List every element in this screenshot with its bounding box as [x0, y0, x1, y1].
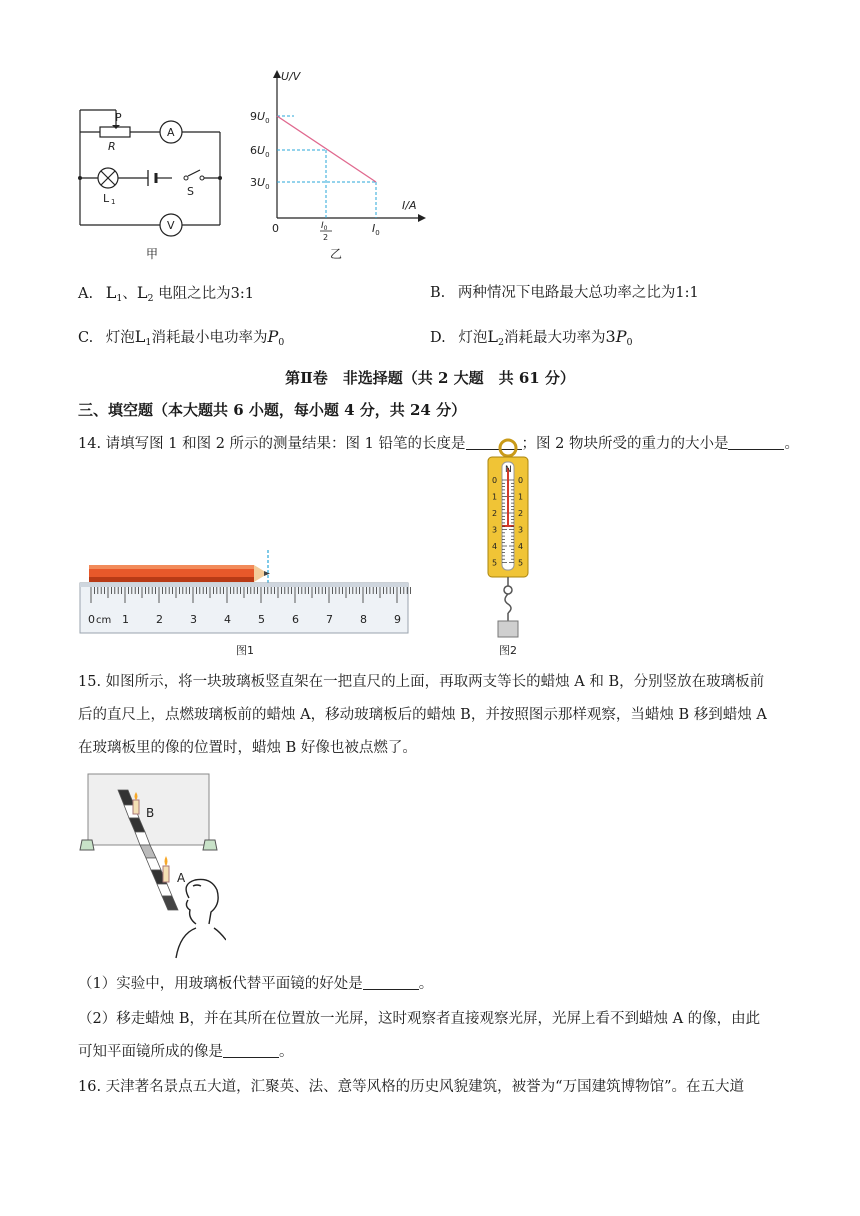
spring-scale-figure — [478, 438, 544, 660]
option-d-letter: D. — [430, 330, 446, 346]
pencil-ruler-figure — [76, 545, 416, 660]
question-15-sub-1 — [78, 974, 433, 994]
q15-sub1-end: 。 — [418, 976, 434, 992]
q15-sub2-end: 。 — [279, 1044, 294, 1060]
y-tick-9u0: $9U_0$ — [250, 110, 270, 125]
option-c-lamp: $L_1$ — [134, 327, 152, 348]
ruler-number: 9 — [394, 613, 401, 626]
option-d-value: $3P_0$ — [605, 327, 633, 348]
scale-number: 2 — [518, 509, 524, 518]
option-b-letter: B. — [430, 285, 446, 301]
scale-number: 1 — [518, 492, 524, 502]
ammeter-label: A — [167, 126, 175, 139]
scale-number: 0 — [492, 476, 498, 485]
q15-sub1-blank[interactable] — [363, 975, 419, 990]
rheostat-slider-label: P — [115, 111, 122, 124]
ruler-number: 5 — [258, 613, 265, 626]
graph-xlabel: I/A — [402, 199, 417, 212]
ruler-number: 7 — [326, 613, 333, 626]
x-tick-half-num: $I_0$ — [321, 221, 328, 232]
ruler-number: 3 — [190, 613, 197, 626]
q14-text-a: 14. 请填写图 1 和图 2 所示的测量结果：图 1 铅笔的长度是 — [78, 436, 466, 452]
rheostat-label: R — [108, 140, 116, 153]
option-c-text: 消耗最小电功率为 — [151, 330, 268, 346]
ruler-number: 6 — [292, 613, 299, 626]
scale-number: 3 — [492, 525, 498, 535]
lamp-label: L — [103, 192, 110, 205]
scale-number: 3 — [518, 525, 524, 535]
option-c[interactable] — [78, 327, 284, 353]
scale-number: 5 — [518, 558, 524, 568]
option-a-letter: A. — [78, 286, 94, 302]
ruler-number: 8 — [360, 613, 367, 626]
question-14 — [78, 434, 799, 454]
part-3-title: 三、填空题（本大题共 6 小题，每小题 4 分，共 24 分） — [78, 401, 467, 419]
circuit-diagram — [70, 100, 240, 270]
candle-b-label: B — [146, 806, 155, 820]
option-a-ratio: 3:1 — [230, 286, 254, 302]
q15-sub2-text: 可知平面镜所成的像是 — [78, 1044, 223, 1060]
scale-number: 0 — [518, 476, 524, 485]
ruler-number: 0 — [88, 613, 95, 626]
question-15-line-2: 后的直尺上，点燃玻璃板前的蜡烛 A，移动玻璃板后的蜡烛 B，并按照图示那样观察，当蜡烛 B 移到蜡烛 A — [78, 707, 767, 723]
q14-text-c: 。 — [784, 436, 799, 452]
option-b-ratio: 1:1 — [675, 285, 699, 301]
graph-origin: 0 — [272, 222, 279, 235]
option-a-text: 电阻之比为 — [158, 286, 231, 302]
option-a[interactable] — [78, 283, 254, 309]
ruler-number: 1 — [122, 613, 129, 626]
question-15-sub-2-line-2 — [78, 1042, 294, 1062]
scale-unit: N — [505, 465, 512, 475]
ruler-number: 2 — [156, 613, 163, 626]
voltmeter-label: V — [167, 219, 175, 232]
option-c-pre: 灯泡 — [105, 330, 135, 346]
question-15-line-3: 在玻璃板里的像的位置时，蜡烛 B 好像也被点燃了。 — [78, 740, 417, 756]
ruler-unit: cm — [96, 615, 112, 626]
q14-blank-2[interactable] — [728, 435, 784, 450]
option-a-sep: 、 — [122, 286, 137, 302]
circuit-caption: 甲 — [146, 247, 159, 261]
mirror-experiment-figure — [76, 770, 226, 960]
option-c-value: $P_0$ — [267, 327, 285, 348]
question-15-sub-2-line-1: （2）移走蜡烛 B，并在其所在位置放一光屏，这时观察者直接观察光屏，光屏上看不到蜡烛 A 的像，由此 — [78, 1011, 761, 1027]
option-d[interactable] — [430, 327, 633, 353]
ui-graph — [250, 66, 430, 270]
q14-text-b: ；图 2 物块所受的重力的大小是 — [521, 436, 729, 452]
graph-ylabel: U/V — [281, 70, 301, 83]
option-a-l1: $L_1$ — [105, 283, 123, 304]
question-16-line-1: 16. 天津著名景点五大道，汇聚英、法、意等风格的历史风貌建筑，被誉为“万国建筑博物馆”。在五大道 — [78, 1079, 744, 1095]
option-a-l2: $L_2$ — [136, 283, 154, 304]
scale-number: 4 — [492, 542, 498, 551]
q15-sub1-text: （1）实验中，用玻璃板代替平面镜的好处是 — [78, 976, 363, 992]
option-b[interactable] — [430, 283, 699, 303]
ruler-caption: 图1 — [236, 644, 254, 657]
option-d-lamp: $L_2$ — [487, 327, 504, 348]
lamp-label-sub: 1 — [111, 198, 116, 206]
q15-sub2-blank[interactable] — [223, 1043, 279, 1058]
option-d-text: 消耗最大功率为 — [504, 330, 606, 346]
graph-caption: 乙 — [330, 247, 343, 261]
question-15-line-1: 15. 如图所示，将一块玻璃板竖直架在一把直尺的上面，再取两支等长的蜡烛 A 和 B，分别竖放在玻璃板前 — [78, 674, 765, 690]
option-b-text: 两种情况下电路最大总功率之比为 — [457, 285, 676, 301]
y-tick-3u0: $3U_0$ — [250, 176, 270, 191]
candle-a-label: A — [177, 871, 186, 885]
scale-number: 1 — [492, 492, 498, 502]
option-d-pre: 灯泡 — [458, 330, 488, 346]
scale-number: 4 — [518, 542, 524, 551]
option-c-letter: C. — [78, 330, 94, 346]
y-tick-6u0: $6U_0$ — [250, 144, 270, 159]
switch-label: S — [187, 185, 194, 198]
x-tick-i0: $I_0$ — [372, 222, 380, 237]
x-tick-half-den: 2 — [323, 233, 329, 242]
ruler-number: 4 — [224, 613, 231, 626]
scale-caption: 图2 — [499, 644, 517, 657]
scale-number: 5 — [492, 558, 498, 568]
section-2-title: 第Ⅱ卷 非选择题（共 2 大题 共 61 分） — [285, 369, 575, 387]
scale-number: 2 — [492, 509, 498, 518]
